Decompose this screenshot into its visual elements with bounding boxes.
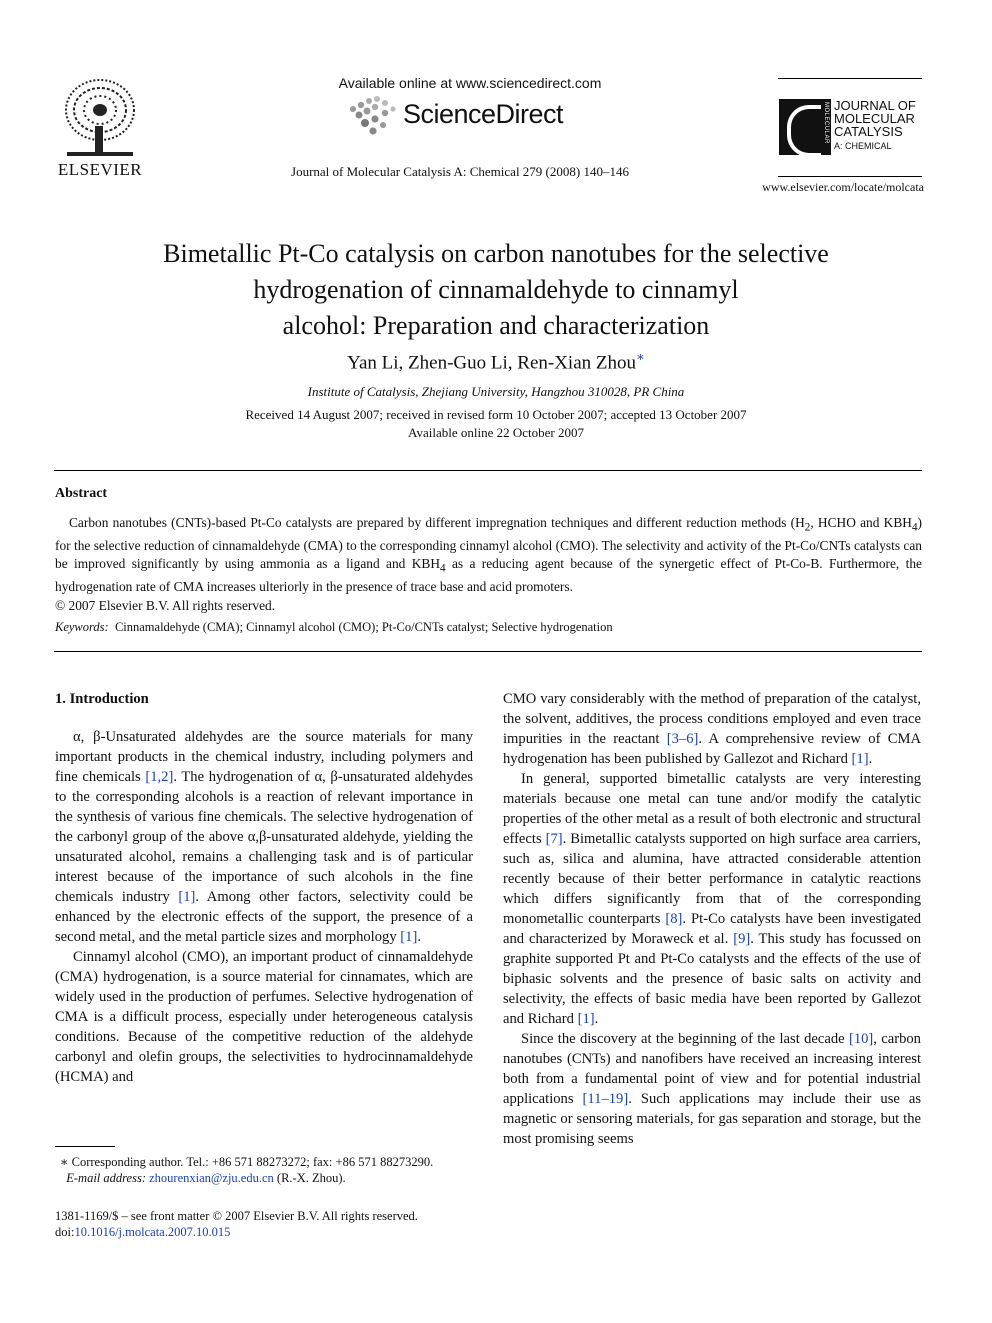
author-list bbox=[200, 349, 792, 374]
article-history bbox=[100, 406, 892, 442]
title-line: Bimetallic Pt-Co catalysis on carbon nanotubes for the selective bbox=[163, 239, 829, 268]
doi-link[interactable]: 10.1016/j.molcata.2007.10.015 bbox=[74, 1225, 231, 1239]
title-line: hydrogenation of cinnamaldehyde to cinnamyl bbox=[253, 275, 739, 304]
paragraph: α, β-Unsaturated aldehydes are the source materials for many important products in the chemical industry, including polymers and fine chemicals [1,2]. The hydrogenation of α, β-unsaturated aldehydes to the corresponding alcohols is a reaction of relevant importance in the synthesis of various fine chemicals. The selective hydrogenation of the carbonyl group of the above α,β-unsaturated aldehyde, yielding the unsaturated alcohol, remains a challenging task and is of particular interest because of the importance of such alcohols in the fine chemicals industry [1]. Among other factors, selectivity could be enhanced by the electronic effects of the support, the presence of a second metal, and the metal particle sizes and morphology [1]. bbox=[55, 729, 473, 945]
journal-logo-mark bbox=[779, 99, 831, 155]
citation-link[interactable]: [10] bbox=[848, 1031, 874, 1047]
affiliation: Institute of Catalysis, Zhejiang University, Hangzhou 310028, PR China bbox=[307, 384, 685, 399]
column-right bbox=[503, 689, 921, 1149]
paper-title bbox=[80, 236, 912, 344]
citation-link[interactable]: [3–6] bbox=[666, 731, 699, 747]
citation-link[interactable]: [1,2] bbox=[145, 769, 174, 785]
footnote-divider bbox=[55, 1146, 115, 1147]
section-divider bbox=[54, 651, 922, 652]
citation-link[interactable]: [8] bbox=[665, 911, 683, 927]
elsevier-wordmark: ELSEVIER bbox=[57, 160, 143, 179]
section-heading-introduction: 1. Introduction bbox=[55, 691, 149, 707]
issn-text: 1381-1169/$ – see front matter © 2007 Elsevier B.V. All rights reserved. bbox=[55, 1209, 418, 1223]
citation-link[interactable]: [1] bbox=[577, 1011, 595, 1027]
available-online-text: Available online at www.sciencedirect.com bbox=[338, 75, 602, 91]
keywords-label: Keywords: bbox=[55, 620, 109, 634]
citation-link[interactable]: [1] bbox=[178, 889, 196, 905]
header-divider bbox=[778, 176, 922, 177]
abstract-heading: Abstract bbox=[55, 486, 108, 501]
journal-logo-text bbox=[834, 99, 916, 153]
journal-logo bbox=[776, 97, 926, 157]
paragraph: CMO vary considerably with the method of preparation of the catalyst, the solvent, additives, the process conditions employed and even trace impurities in the reactant [3–6]. A comprehensive review of CMA hydrogenation has been published by Gallezot and Richard [1]. bbox=[503, 691, 921, 767]
paragraph: In general, supported bimetallic catalysts are very interesting materials because one metal can tune and/or modify the catalytic properties of the other metal as a result of both electronic and structural effects [7]. Bimetallic catalysts supported on high surface area carriers, such as, silica and alumina, have attracted considerable attention recently because of their better performance in catalytic reactions which differs significantly from that of the corresponding monometallic counterparts [8]. Pt-Co catalysts have been investigated and characterized by Moraweck et al. [9]. This study has focussed on graphite supported Pt and Pt-Co catalysts and the effects of the use of biphasic solvents and the presence of basic salts on activity and selectivity, the effects of basic media have been reported by Gallezot and Richard [1]. bbox=[503, 771, 922, 1027]
abstract-copyright: © 2007 Elsevier B.V. All rights reserved. bbox=[55, 597, 276, 613]
available-online-date: Available online 22 October 2007 bbox=[408, 425, 584, 440]
email-label: E-mail address: bbox=[66, 1171, 146, 1185]
column-left bbox=[55, 689, 473, 1087]
abstract-text: Carbon nanotubes (CNTs)-based Pt-Co catalysts are prepared by different impregnation techniques and different reduction methods ($H_2$, HCHO and $KBH_4$) for the selective reduction of cinnamaldehyde (CMA) to the corresponding cinnamyl alcohol (CMO). The selectivity and activity of the Pt-Co/CNTs catalysts can be improved significantly by using ammonia as a ligand and $KBH_4$ as a reducing agent because of the synergetic effect of Pt-Co-B. Furthermore, the hydrogenation rate of CMA increases ulteriorly in the presence of trace base and acid promoters. bbox=[55, 515, 922, 595]
journal-logo-subtitle: A: CHEMICAL bbox=[834, 141, 892, 151]
journal-logo-line: CATALYSIS bbox=[834, 124, 903, 139]
footnote-corresponding: Corresponding author. Tel.: +86 571 88273272; fax: +86 571 88273290. bbox=[68, 1155, 434, 1169]
footnote bbox=[60, 1154, 433, 1186]
email-owner: (R.-X. Zhou). bbox=[273, 1171, 346, 1185]
citation-link[interactable]: [11–19] bbox=[582, 1091, 629, 1107]
footnote-mark: ∗ bbox=[60, 1155, 69, 1169]
citation-link[interactable]: [1] bbox=[400, 929, 418, 945]
authors-text: Yan Li, Zhen-Guo Li, Ren-Xian Zhou bbox=[347, 352, 636, 374]
citation-link[interactable]: [1] bbox=[851, 751, 869, 767]
doi-label: doi: bbox=[55, 1225, 75, 1239]
received-dates: Received 14 August 2007; received in revised form 10 October 2007; accepted 13 October 2007 bbox=[245, 407, 747, 422]
title-line: alcohol: Preparation and characterization bbox=[282, 311, 710, 340]
journal-citation: Journal of Molecular Catalysis A: Chemical 279 (2008) 140–146 bbox=[291, 164, 629, 179]
section-divider bbox=[54, 470, 922, 471]
keywords-text: Cinnamaldehyde (CMA); Cinnamyl alcohol (CMO); Pt-Co/CNTs catalyst; Selective hydrogenation bbox=[114, 620, 613, 634]
journal-c-icon bbox=[787, 105, 821, 157]
journal-logo-line: JOURNAL OF bbox=[834, 98, 916, 113]
journal-logo-side-text: MOLECULAR bbox=[823, 102, 829, 144]
journal-logo-line: MOLECULAR bbox=[834, 111, 915, 126]
issn-doi bbox=[55, 1208, 418, 1240]
citation-link[interactable]: [7] bbox=[545, 831, 563, 847]
abstract-body bbox=[55, 514, 922, 615]
corresponding-author-mark[interactable]: ∗ bbox=[636, 349, 645, 364]
elsevier-tree-icon bbox=[61, 76, 139, 158]
citation-link[interactable]: [9] bbox=[733, 931, 751, 947]
sciencedirect-dots-icon bbox=[345, 95, 401, 137]
paragraph: Since the discovery at the beginning of the last decade [10], carbon nanotubes (CNTs) and nanofibers have received an increasing interest both from a fundamental point of view and for potential industrial applications [11–19]. Such applications may include their use as magnetic or sensoring materials, for gas separation and storage, but the most promising seems bbox=[503, 1031, 922, 1147]
elsevier-logo bbox=[52, 76, 148, 180]
header-divider bbox=[778, 78, 922, 79]
sciencedirect-logo bbox=[345, 95, 585, 137]
sciencedirect-wordmark: ScienceDirect bbox=[403, 99, 564, 129]
email-link[interactable]: zhourenxian@zju.edu.cn bbox=[149, 1171, 274, 1185]
keywords bbox=[55, 620, 613, 635]
journal-url-link[interactable]: www.elsevier.com/locate/molcata bbox=[762, 180, 924, 194]
paragraph: Cinnamyl alcohol (CMO), an important product of cinnamaldehyde (CMA) hydrogenation, is a source material for cinnamates, which are widely used in the production of perfumes. Selective hydrogenation of CMA is a difficult process, especially under heterogeneous catalysis conditions. Because of the competitive reduction of the aldehyde carbonyl and olefin groups, the selectivities to hydrocinnamaldehyde (HCMA) and bbox=[55, 949, 473, 1085]
